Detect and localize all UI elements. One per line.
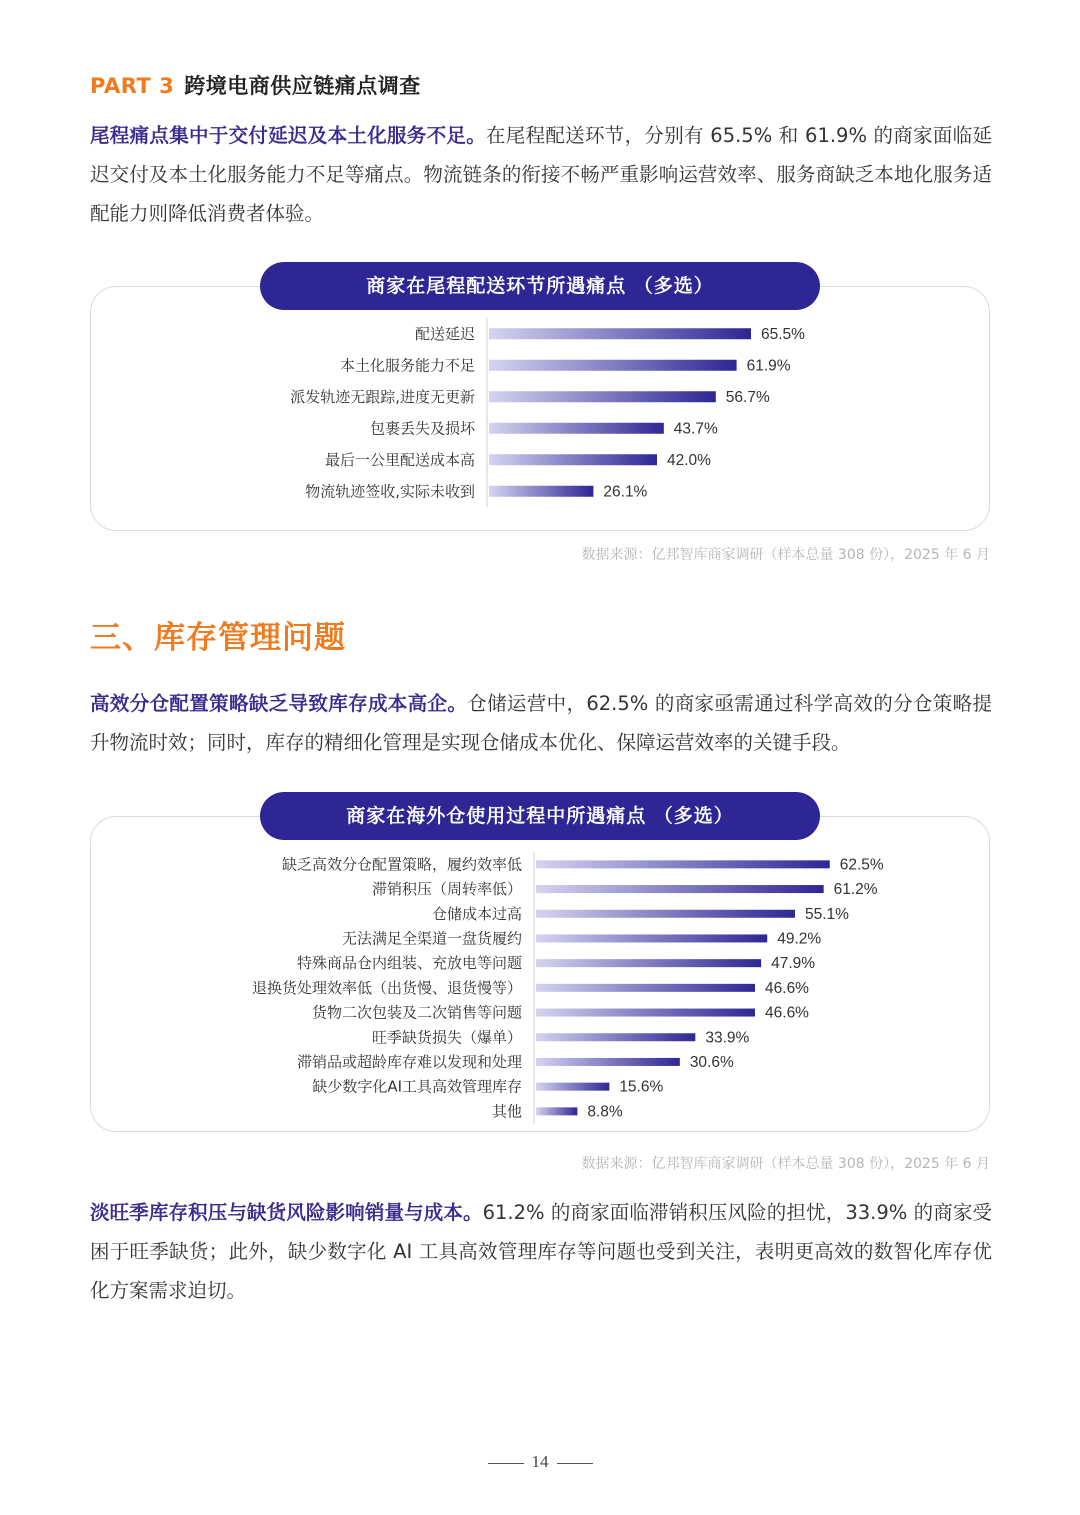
paragraph-warehouse-strategy <box>90 684 992 762</box>
bar <box>536 1033 695 1041</box>
bar <box>536 984 755 992</box>
bar-value-label: 46.6% <box>765 1004 809 1022</box>
bar-value-label: 49.2% <box>777 930 822 948</box>
bar-value-label: 43.7% <box>673 420 718 438</box>
bar-category-label: 包裹丢失及损坏 <box>369 419 475 438</box>
bar-chart-last-mile <box>90 318 990 524</box>
bar-value-label: 30.6% <box>689 1053 734 1071</box>
bar-category-label: 派发轨迹无跟踪,进度无更新 <box>290 387 475 406</box>
paragraph-seasonal-inventory <box>90 1193 992 1310</box>
page-number: 14 <box>531 1452 549 1471</box>
bar <box>536 1083 609 1091</box>
bar-category-label: 退换货处理效率低（出货慢、退货慢等） <box>251 978 522 997</box>
bar-chart-overseas-warehouse <box>90 852 990 1124</box>
paragraph-last-mile <box>90 116 992 233</box>
bar <box>489 423 664 434</box>
bar-value-label: 65.5% <box>761 325 805 343</box>
bar-category-label: 仓储成本过高 <box>431 904 522 923</box>
bar-category-label: 特殊商品仓内组装、充放电等问题 <box>296 954 522 973</box>
bar <box>536 910 795 918</box>
bar-category-label: 本土化服务能力不足 <box>339 356 475 375</box>
footer-rule-right <box>557 1463 593 1464</box>
bar-category-label: 无法满足全渠道一盘货履约 <box>341 929 522 948</box>
bar-value-label: 55.1% <box>804 905 849 923</box>
bar-value-label: 33.9% <box>705 1029 750 1047</box>
bar <box>536 885 824 893</box>
bar <box>489 454 657 465</box>
bar <box>489 486 593 497</box>
bar-value-label: 47.9% <box>771 955 816 973</box>
bar-value-label: 62.5% <box>839 856 884 874</box>
chart-title-last-mile: 商家在尾程配送环节所遇痛点 （多选） <box>260 262 820 310</box>
bar-category-label: 缺少数字化AI工具高效管理库存 <box>312 1077 522 1096</box>
paragraph-body: 61.2% 的商家面临滞销积压风险的担忧，33.9% 的商家受困于旺季缺货；此外，缺少数字化 AI 工具高效管理库存等问题也受到关注，表明更高效的数智化库存优化方案需求迫切。 <box>90 1201 992 1302</box>
paragraph-body: 在尾程配送环节，分别有 65.5% 和 61.9% 的商家面临延迟交付及本土化服务能力不足等痛点。物流链条的衔接不畅严重影响运营效率、服务商缺乏本地化服务适配能力则降低消费者体验。 <box>90 124 992 225</box>
paragraph-body: 仓储运营中，62.5% 的商家亟需通过科学高效的分仓策略提升物流时效；同时，库存的精细化管理是实现仓储成本优化、保障运营效率的关键手段。 <box>90 692 992 754</box>
bar-value-label: 61.9% <box>746 357 791 375</box>
bar-category-label: 货物二次包装及二次销售等问题 <box>311 1003 522 1022</box>
bar-category-label: 滞销品或超龄库存难以发现和处理 <box>296 1052 522 1071</box>
part-header <box>90 70 421 100</box>
bar <box>489 360 737 371</box>
bar <box>536 1058 680 1066</box>
bar-category-label: 旺季缺货损失（爆单） <box>371 1028 522 1047</box>
bar-category-label: 滞销积压（周转率低） <box>371 880 522 899</box>
part-label: PART 3 <box>90 74 175 98</box>
bar-value-label: 8.8% <box>587 1103 623 1121</box>
bar-category-label: 其他 <box>491 1102 522 1121</box>
part-title: 跨境电商供应链痛点调查 <box>184 74 421 98</box>
bar <box>536 1009 755 1017</box>
bar-value-label: 42.0% <box>667 451 711 469</box>
bar-value-label: 56.7% <box>725 388 770 406</box>
bar <box>536 959 761 967</box>
bar-category-label: 最后一公里配送成本高 <box>324 450 475 469</box>
section-title: 三、库存管理问题 <box>90 620 346 656</box>
bar-value-label: 15.6% <box>619 1078 664 1096</box>
bar-category-label: 配送延迟 <box>414 324 475 343</box>
bar <box>536 860 830 868</box>
bar-category-label: 缺乏高效分仓配置策略，履约效率低 <box>281 855 522 874</box>
paragraph-lead: 尾程痛点集中于交付延迟及本土化服务不足。 <box>90 124 486 147</box>
page-footer <box>0 1452 1080 1472</box>
bar <box>536 1107 577 1115</box>
bar-value-label: 61.2% <box>833 881 878 899</box>
chart-title-overseas-warehouse: 商家在海外仓使用过程中所遇痛点 （多选） <box>260 792 820 840</box>
footer-rule-left <box>488 1463 524 1464</box>
bar <box>489 391 716 402</box>
bar-value-label: 46.6% <box>765 979 809 997</box>
bar <box>536 934 767 942</box>
paragraph-lead: 高效分仓配置策略缺乏导致库存成本高企。 <box>90 692 468 715</box>
chart-source-overseas-warehouse: 数据来源：亿邦智库商家调研（样本总量 308 份），2025 年 6 月 <box>581 1156 990 1172</box>
bar <box>489 328 751 339</box>
bar-value-label: 26.1% <box>603 483 648 501</box>
paragraph-lead: 淡旺季库存积压与缺货风险影响销量与成本。 <box>90 1201 483 1224</box>
chart-source-last-mile: 数据来源：亿邦智库商家调研（样本总量 308 份），2025 年 6 月 <box>581 547 990 563</box>
bar-category-label: 物流轨迹签收,实际未收到 <box>305 482 475 501</box>
